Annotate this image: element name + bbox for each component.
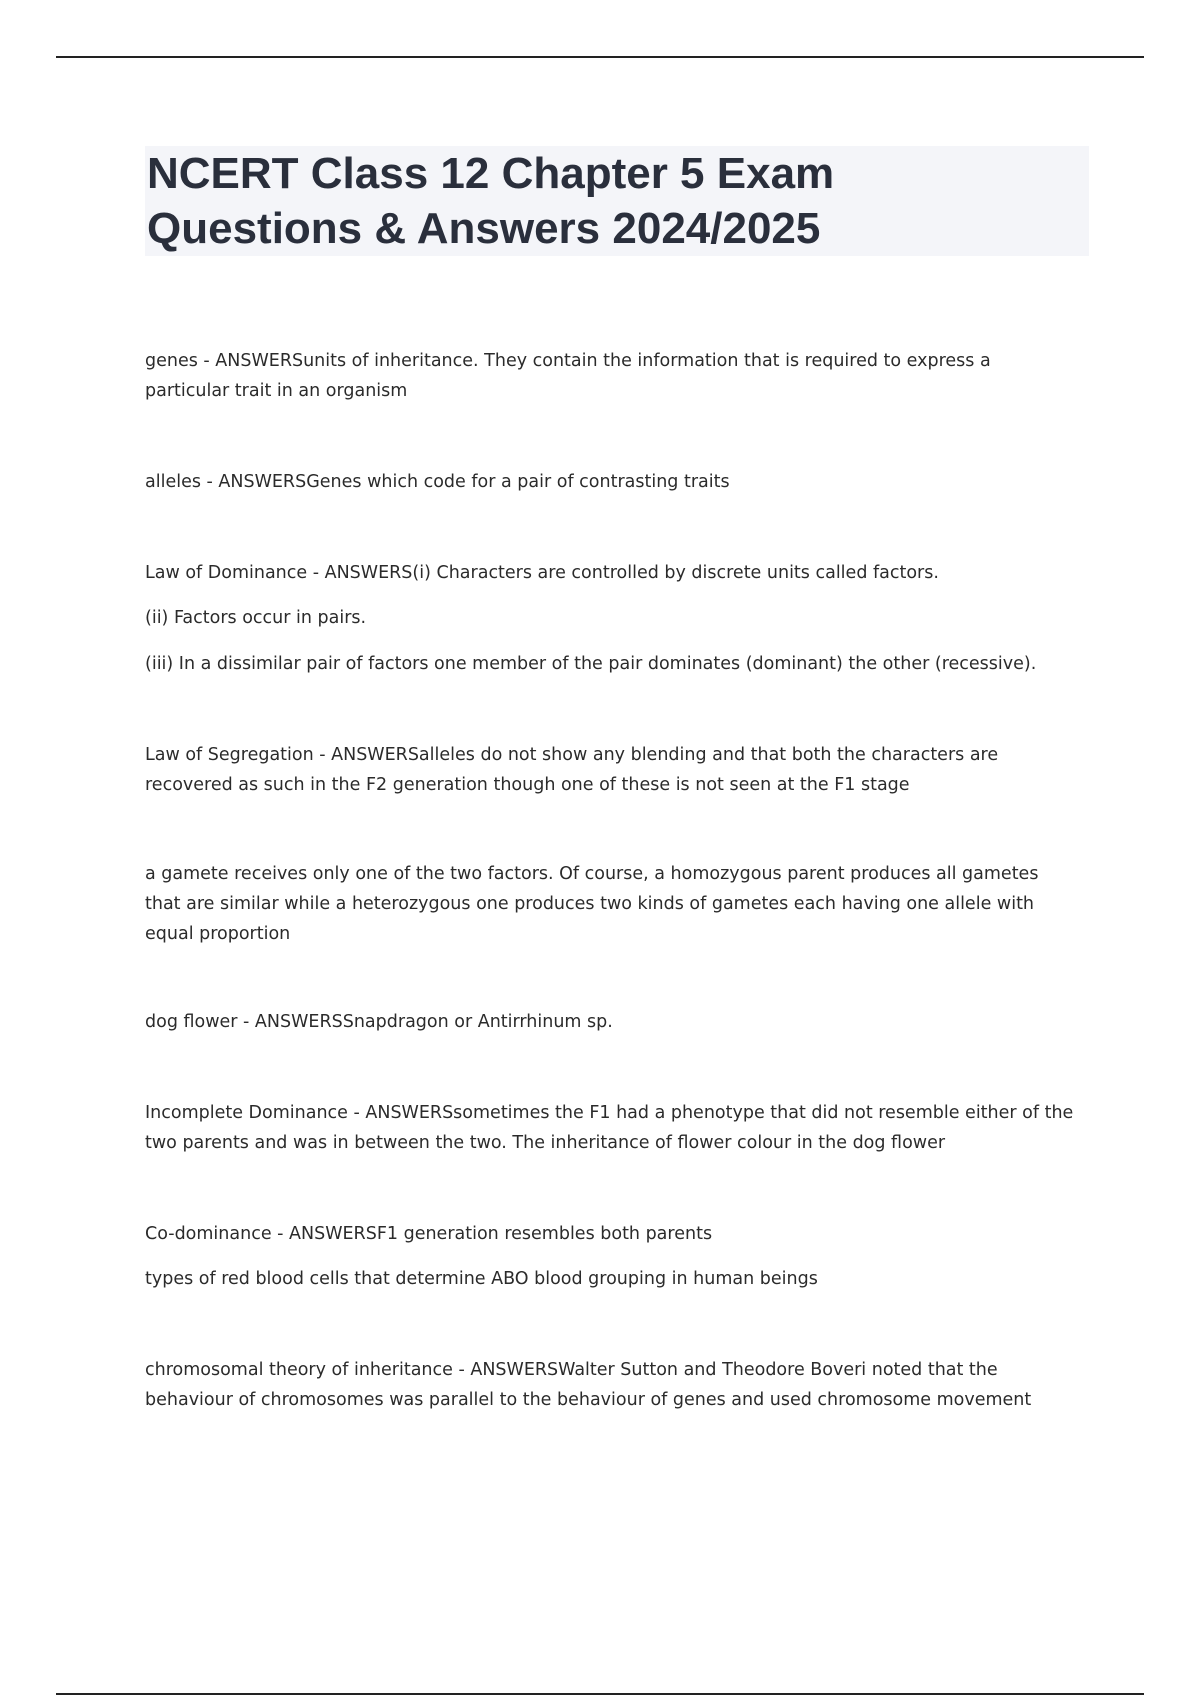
qa-entry-incomplete-dominance: Incomplete Dominance - ANSWERSsometimes the F1 had a phenotype that did not resemble either of the two parents and was in between the two. The inheritance of flower colour in the dog flower: [145, 1103, 1074, 1153]
qa-entry-chromosomal-theory: chromosomal theory of inheritance - ANSWERSWalter Sutton and Theodore Boveri noted that the behaviour of chromosomes was parallel to the behaviour of genes and used chromosome movement: [145, 1360, 1032, 1410]
qa-entry-gamete: a gamete receives only one of the two factors. Of course, a homozygous parent produces all gametes that are similar while a heterozygous one produces two kinds of gametes each having one allele with equal proportion: [145, 864, 1039, 944]
page-title: [147, 146, 1089, 256]
title-block: [145, 146, 1089, 256]
qa-entry-law-of-dominance: Law of Dominance - ANSWERS(i) Characters are controlled by discrete units called factors.: [145, 563, 939, 583]
qa-entry-law-of-dominance-ii: (ii) Factors occur in pairs.: [145, 608, 367, 628]
qa-entry-law-of-segregation: Law of Segregation - ANSWERSalleles do not show any blending and that both the characters are recovered as such in the F2 generation though one of these is not seen at the F1 stage: [145, 745, 999, 795]
top-rule: [56, 56, 1144, 58]
qa-entry-dog-flower: dog flower - ANSWERSSnapdragon or Antirrhinum sp.: [145, 1012, 613, 1032]
qa-entry-genes: genes - ANSWERSunits of inheritance. They contain the information that is required to express a particular trait in an organism: [145, 351, 991, 401]
qa-entry-abo-blood: types of red blood cells that determine ABO blood grouping in human beings: [145, 1269, 818, 1289]
bottom-rule: [56, 1693, 1144, 1695]
qa-entry-law-of-dominance-iii: (iii) In a dissimilar pair of factors one member of the pair dominates (dominant) the other (recessive).: [145, 654, 1037, 674]
qa-entry-co-dominance: Co-dominance - ANSWERSF1 generation resembles both parents: [145, 1224, 713, 1244]
qa-entry-alleles: alleles - ANSWERSGenes which code for a pair of contrasting traits: [145, 472, 730, 492]
title-line-1: NCERT Class 12 Chapter 5 Exam: [147, 149, 835, 198]
title-line-2: Questions & Answers 2024/2025: [147, 204, 821, 253]
